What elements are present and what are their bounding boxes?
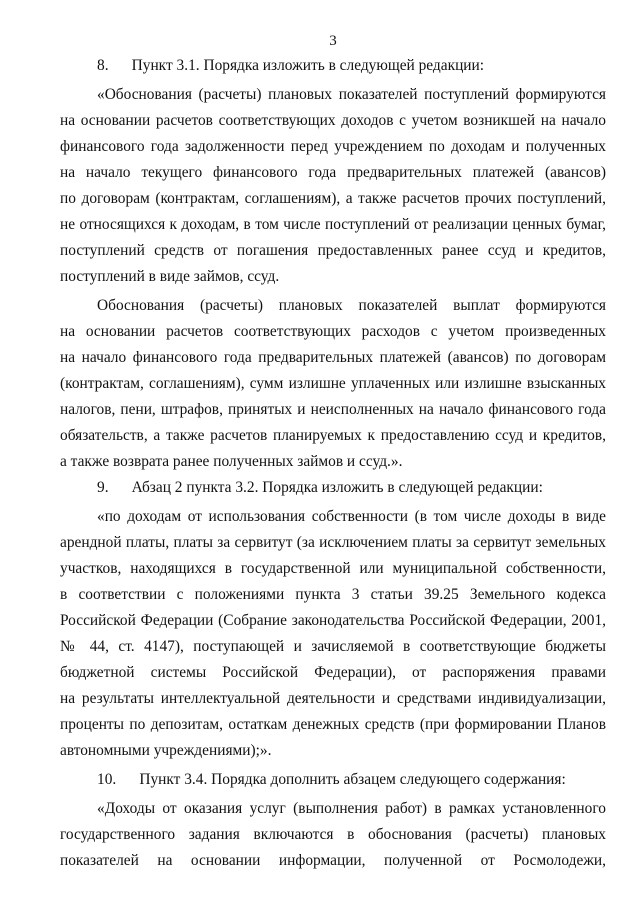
paragraph-line: участков, находящихся в государственной или муниципальной собственности, (60, 560, 606, 577)
paragraph-line: на начало текущего финансового года предварительных платежей (авансов) (60, 164, 606, 181)
document-page (60, 0, 606, 905)
document-body (60, 53, 606, 874)
paragraph-line: в соответствии с положениями пункта 3 статьи 39.25 Земельного кодекса (60, 586, 606, 603)
paragraph-line: налогов, пени, штрафов, принятых и неисполненных на начало финансового года (60, 401, 606, 418)
paragraph-line: проценты по депозитам, остаткам денежных средств (при формировании Планов (60, 716, 606, 733)
item-10-heading: 10. Пункт 3.4. Порядка дополнить абзацем следующего содержания: (97, 771, 566, 788)
paragraph-line: на результаты интеллектуальной деятельности и средствами индивидуализации, (60, 690, 606, 707)
paragraph-line: а также возврата ранее полученных займов и ссуд.». (60, 453, 403, 470)
paragraph-line: бюджетной системы Российской Федерации), от распоряжения правами (60, 664, 606, 681)
paragraph-line: на основании расчетов соответствующих доходов с учетом возникшей на начало (60, 112, 606, 129)
paragraph-line: поступлений средств от погашения предоставленных ранее ссуд и кредитов, (60, 242, 606, 259)
paragraph-line: поступлений в виде займов, ссуд. (60, 268, 280, 285)
paragraph-line: № 44, ст. 4147), поступающей и зачисляемой в соответствующие бюджеты (60, 638, 606, 655)
paragraph-line: «Доходы от оказания услуг (выполнения работ) в рамках установленного (97, 800, 606, 817)
paragraph-line: на основании расчетов соответствующих расходов с учетом произведенных (60, 323, 606, 340)
paragraph-line: по договорам (контрактам, соглашениям), а также расчетов прочих поступлений, (60, 190, 606, 207)
paragraph-line: арендной платы, платы за сервитут (за исключением платы за сервитут земельных (60, 534, 606, 551)
paragraph-line: автономными учреждениями);». (60, 742, 272, 759)
paragraph-line: «по доходам от использования собственности (в том числе доходы в виде (97, 508, 606, 525)
paragraph-line: обязательств, а также расчетов планируемых к предоставлению ссуд и кредитов, (60, 427, 606, 444)
paragraph-line: на начало финансового года предварительных платежей (авансов) по договорам (60, 349, 606, 366)
paragraph-line: показателей на основании информации, полученной от Росмолодежи, (60, 852, 606, 869)
paragraph-line: (контрактам, соглашениям), сумм излишне уплаченных или излишне взысканных (60, 375, 606, 392)
paragraph-line: государственного задания включаются в обоснования (расчеты) плановых (60, 826, 606, 843)
paragraph-line: Российской Федерации (Собрание законодательства Российской Федерации, 2001, (60, 612, 606, 629)
item-8-heading: 8. Пункт 3.1. Порядка изложить в следующей редакции: (97, 57, 485, 74)
paragraph-line: Обоснования (расчеты) плановых показателей выплат формируются (97, 297, 606, 314)
paragraph-line: не относящихся к доходам, в том числе поступлений от реализации ценных бумаг, (60, 216, 606, 233)
paragraph-line: «Обоснования (расчеты) плановых показателей поступлений формируются (97, 86, 606, 103)
item-9-heading: 9. Абзац 2 пункта 3.2. Порядка изложить в следующей редакции: (97, 479, 543, 496)
page-number: 3 (329, 33, 337, 49)
paragraph-line: финансового года задолженности перед учреждением по доходам и полученных (60, 138, 606, 155)
